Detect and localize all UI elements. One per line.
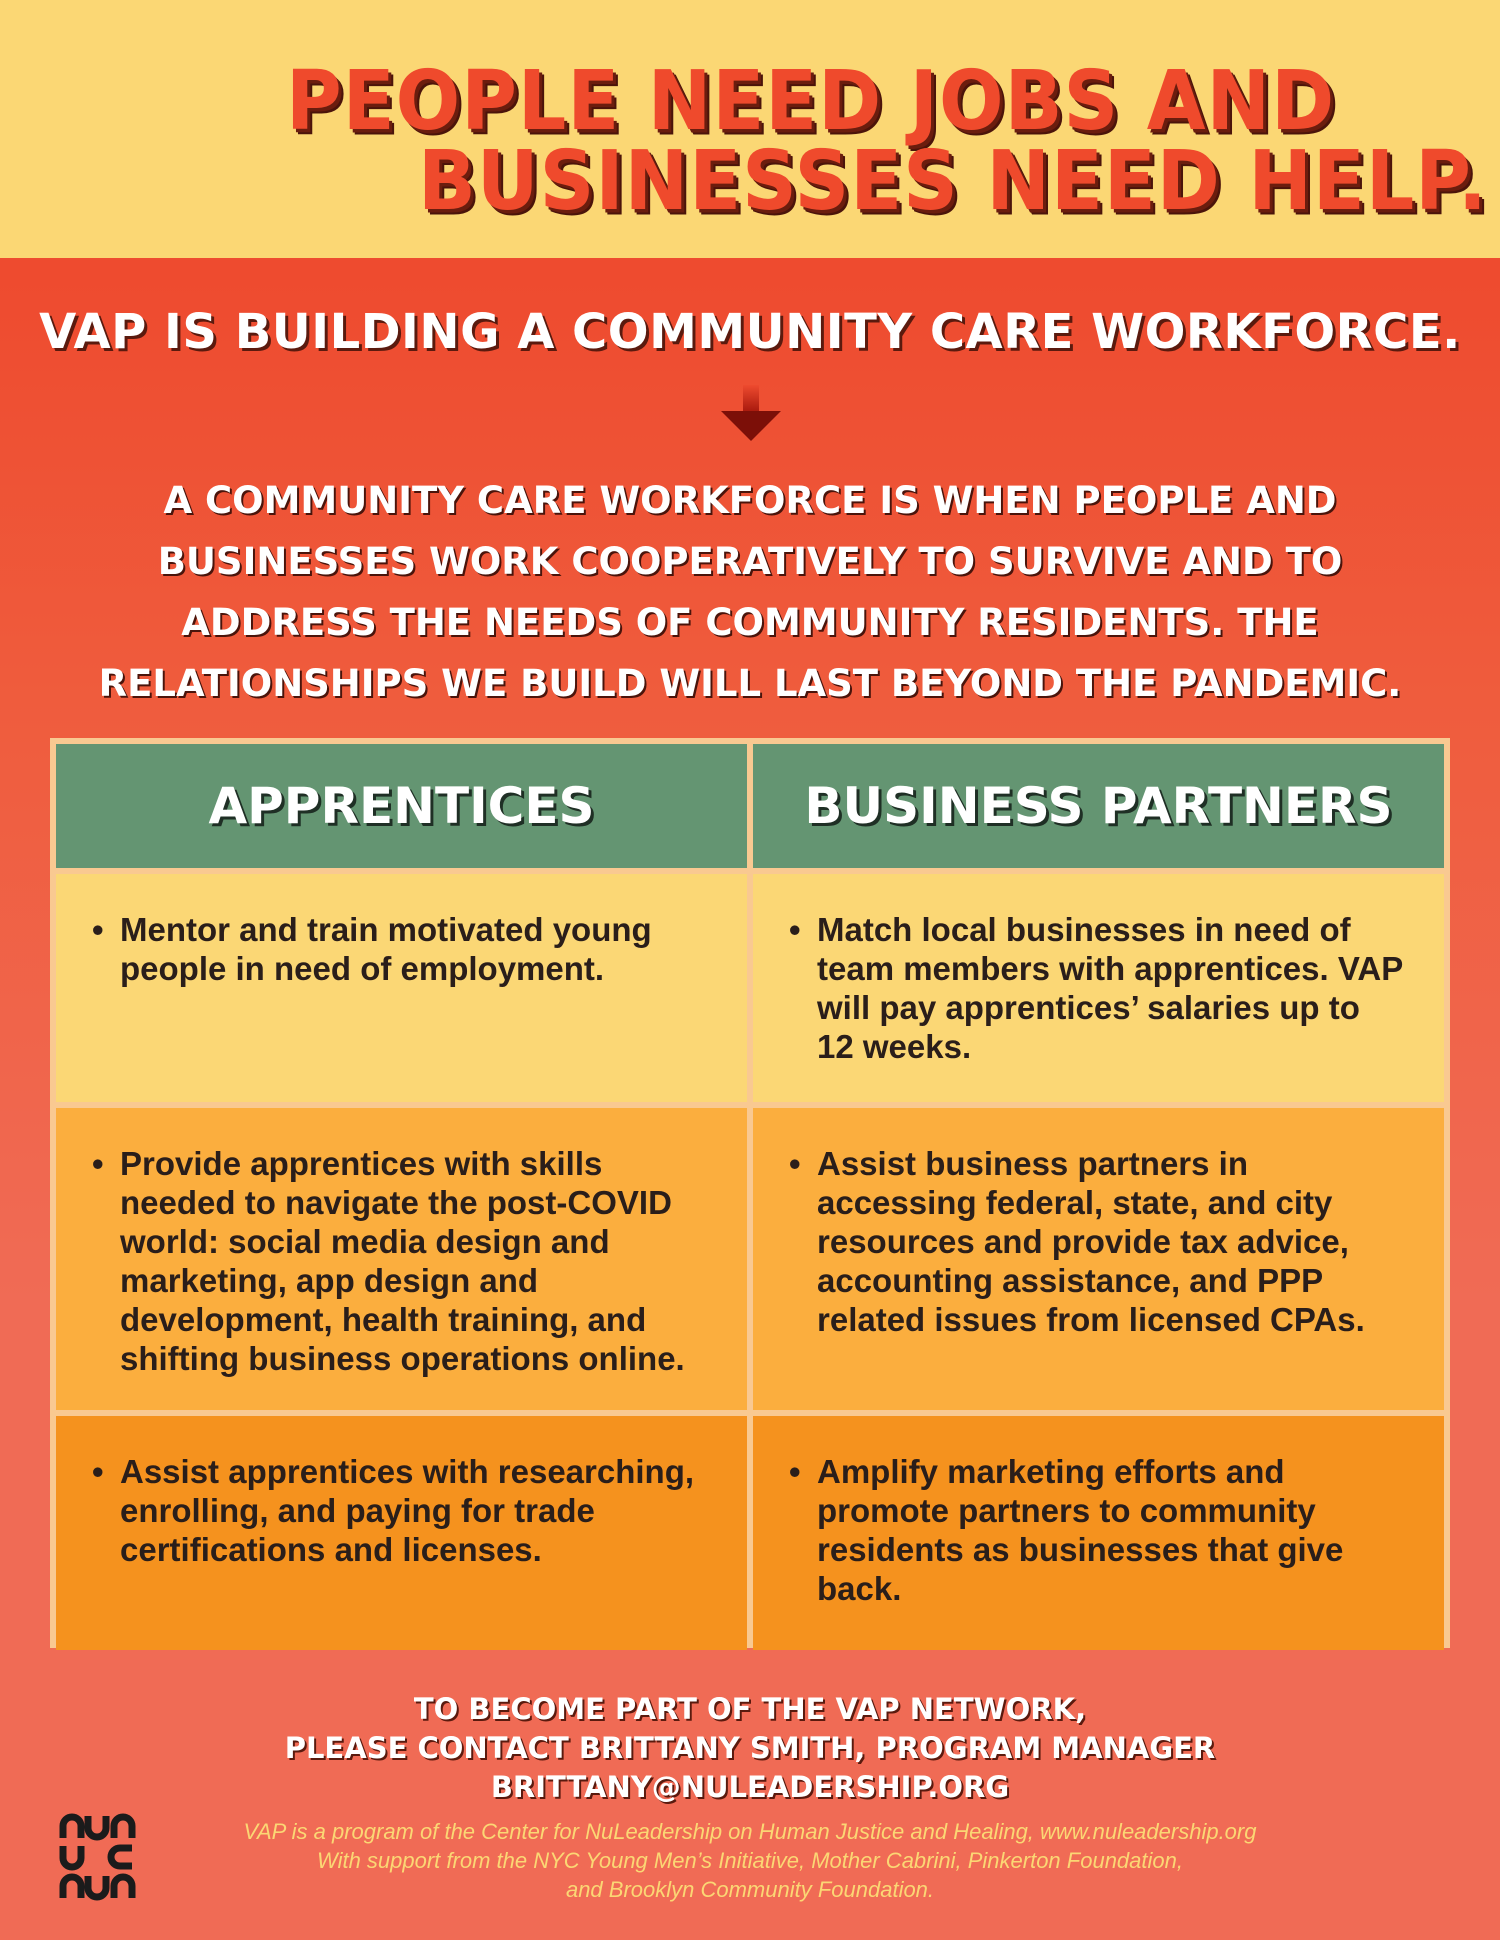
subheadline: VAP IS BUILDING A COMMUNITY CARE WORKFORCE. <box>39 304 1461 360</box>
cell-text: Assist apprentices with researching, enrolling, and paying for trade certifications and licenses. <box>120 1453 695 1568</box>
cell-text: Provide apprentices with skills needed to navigate the post-COVID world: social media design and marketing, app design and development, health training, and shifting business operations online. <box>120 1145 685 1377</box>
cell-text: Amplify marketing efforts and promote partners to community residents as businesses that give back. <box>817 1453 1344 1607</box>
cta-line-1: TO BECOME PART OF THE VAP NETWORK, <box>413 1692 1087 1726</box>
headline-line-2: BUSINESSES NEED HELP. <box>418 132 1488 229</box>
table-cell <box>753 1108 1444 1410</box>
column-header-business-partners: BUSINESS PARTNERS <box>753 744 1444 868</box>
bullet-icon: • <box>789 1145 801 1182</box>
bullet-icon: • <box>789 1453 801 1490</box>
table-cell <box>56 874 747 1102</box>
intro-paragraph: A COMMUNITY CARE WORKFORCE IS WHEN PEOPLE AND BUSINESSES WORK COOPERATIVELY TO SURVIVE AND TO ADDRESS THE NEEDS OF COMMUNITY RESIDENTS. THE RELATIONSHIPS WE BUILD WILL LAST BEYOND THE PANDEMIC. <box>98 479 1402 705</box>
credits-line-3: and Brooklyn Community Foundation. <box>565 1877 935 1902</box>
bullet-icon: • <box>92 1453 104 1490</box>
table-cell <box>753 874 1444 1102</box>
comparison-table <box>50 738 1450 1648</box>
bullet-icon: • <box>92 1145 104 1182</box>
table-cell <box>56 1416 747 1650</box>
contact-call-to-action <box>0 1690 1500 1807</box>
cell-text: Match local businesses in need of team members with apprentices. VAP will pay apprentices’ salaries up to 12 weeks. <box>817 911 1403 1065</box>
header-band <box>0 0 1500 258</box>
bullet-icon: • <box>92 911 104 948</box>
down-arrow-icon <box>734 385 768 445</box>
credits-line-2: With support from the NYC Young Men’s Initiative, Mother Cabrini, Pinkerton Foundation, <box>317 1848 1183 1873</box>
table-cell <box>753 1416 1444 1650</box>
bullet-icon: • <box>789 911 801 948</box>
table-cell <box>56 1108 747 1410</box>
column-header-apprentices: APPRENTICES <box>56 744 747 868</box>
cta-line-2: PLEASE CONTACT BRITTANY SMITH, PROGRAM MANAGER <box>284 1731 1216 1765</box>
cell-text: Mentor and train motivated young people in need of employment. <box>120 911 652 987</box>
credits <box>150 1817 1350 1904</box>
cell-text: Assist business partners in accessing federal, state, and city resources and provide tax advice, accounting assistance, and PPP related issues from licensed CPAs. <box>817 1145 1365 1338</box>
headline-line-1: PEOPLE NEED JOBS AND <box>286 52 1336 149</box>
contact-email[interactable]: BRITTANY@NULEADERSHIP.ORG <box>490 1770 1010 1804</box>
credits-line-1: VAP is a program of the Center for NuLeadership on Human Justice and Healing, www.nuleadership.org <box>243 1819 1257 1844</box>
nuleadership-logo <box>58 1812 142 1902</box>
